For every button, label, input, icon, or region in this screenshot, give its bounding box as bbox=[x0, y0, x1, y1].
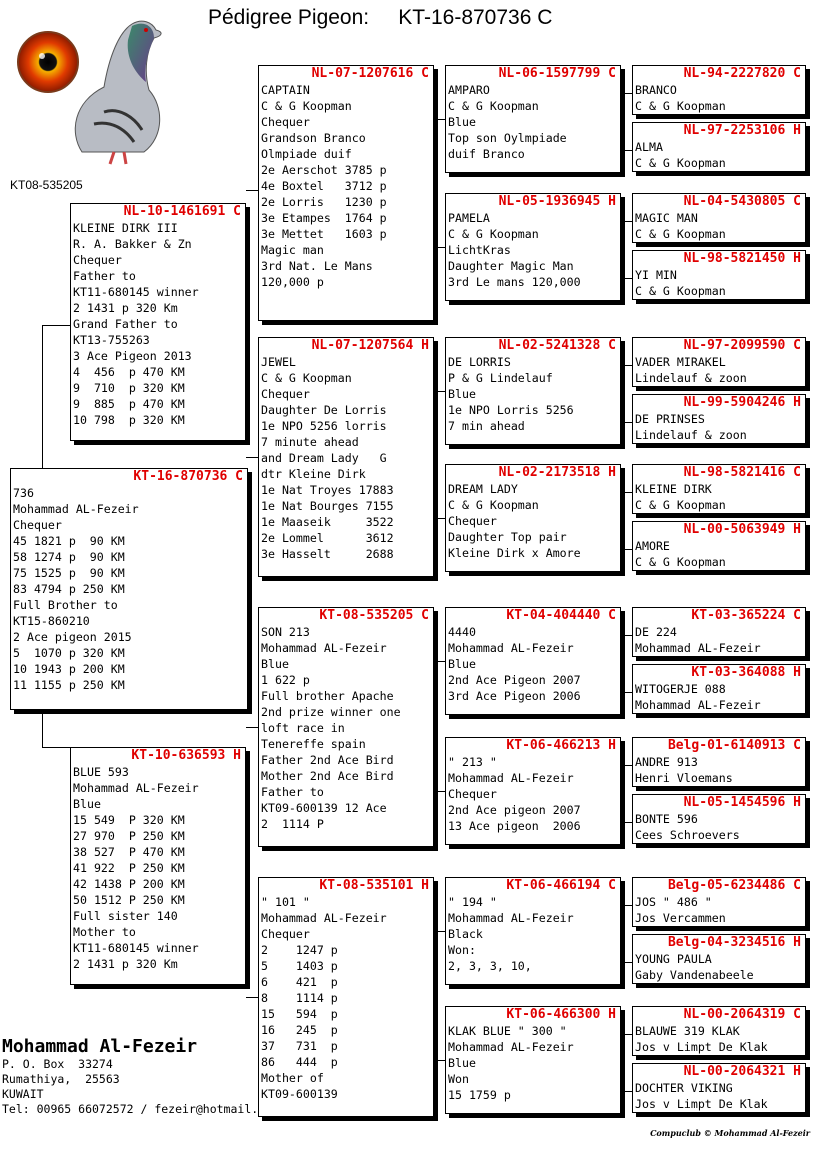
detail-line: Lindelauf & zoon bbox=[635, 428, 747, 442]
detail-line: Full Brother to bbox=[13, 598, 118, 612]
detail-line: Kleine Dirk x Amore bbox=[448, 546, 581, 560]
detail-line: 2 1247 p bbox=[261, 943, 338, 957]
ring-number: NL-04-5430805 C bbox=[683, 194, 801, 209]
pigeon-details bbox=[633, 681, 805, 713]
connector-line bbox=[621, 692, 632, 693]
connector-line bbox=[434, 931, 445, 932]
pigeon-details bbox=[633, 82, 805, 114]
detail-line: Chequer bbox=[261, 115, 310, 129]
pigeon-details bbox=[259, 624, 433, 832]
detail-line: Mother to bbox=[73, 925, 136, 939]
detail-line: PAMELA bbox=[448, 211, 490, 225]
detail-line: AMORE bbox=[635, 539, 670, 553]
ring-number: NL-00-2064321 H bbox=[683, 1064, 801, 1079]
pigeon-details bbox=[446, 1023, 620, 1103]
detail-line: DE 224 bbox=[635, 625, 677, 639]
detail-line: C & G Koopman bbox=[635, 498, 726, 512]
detail-line: 5 1070 p 320 KM bbox=[13, 646, 125, 660]
detail-line: 15 594 p bbox=[261, 1007, 338, 1021]
detail-line: Full sister 140 bbox=[73, 909, 178, 923]
detail-line: 10 1943 p 200 KM bbox=[13, 662, 125, 676]
detail-line: ALMA bbox=[635, 140, 663, 154]
ring-number: NL-00-2064319 C bbox=[683, 1007, 801, 1022]
connector-line bbox=[434, 518, 445, 519]
detail-line: Lindelauf & zoon bbox=[635, 371, 747, 385]
pedigree-card[interactable] bbox=[445, 193, 621, 301]
detail-line: JEWEL bbox=[261, 355, 296, 369]
detail-line: Full brother Apache bbox=[261, 689, 394, 703]
ring-number: Belg-05-6234486 C bbox=[667, 878, 801, 893]
detail-line: 86 444 p bbox=[261, 1055, 338, 1069]
ring-number: KT-06-466300 H bbox=[506, 1007, 616, 1022]
detail-line: Gaby Vandenabeele bbox=[635, 968, 754, 982]
detail-line: Blue bbox=[261, 657, 289, 671]
detail-line: C & G Koopman bbox=[635, 555, 726, 569]
detail-line: AMPARO bbox=[448, 83, 490, 97]
ring-number: Belg-04-3234516 H bbox=[667, 935, 801, 950]
detail-line: BLAUWE 319 KLAK bbox=[635, 1024, 740, 1038]
pedigree-card[interactable] bbox=[632, 394, 806, 444]
detail-line: KLEINE DIRK bbox=[635, 482, 712, 496]
connector-line bbox=[621, 822, 632, 823]
detail-line: Cees Schroevers bbox=[635, 828, 740, 842]
connector-line bbox=[621, 765, 632, 766]
detail-line: DOCHTER VIKING bbox=[635, 1081, 733, 1095]
pedigree-card[interactable] bbox=[632, 737, 806, 787]
detail-line: KT13-755263 bbox=[73, 333, 150, 347]
ring-number: NL-07-1207564 H bbox=[311, 338, 429, 353]
connector-line bbox=[434, 119, 445, 120]
detail-line: DREAM LADY bbox=[448, 482, 518, 496]
detail-line: 45 1821 p 90 KM bbox=[13, 534, 125, 548]
detail-line: 7 minute ahead bbox=[261, 435, 359, 449]
detail-line: Henri Vloemans bbox=[635, 771, 733, 785]
connector-line bbox=[246, 727, 258, 728]
detail-line: Mohammad AL-Fezeir bbox=[448, 771, 574, 785]
detail-line: Blue bbox=[448, 115, 476, 129]
detail-line: YI MIN bbox=[635, 268, 677, 282]
detail-line: 8 1114 p bbox=[261, 991, 338, 1005]
pedigree-card[interactable] bbox=[10, 468, 248, 710]
detail-line: 15 1759 p bbox=[448, 1088, 511, 1102]
detail-line: Blue bbox=[73, 797, 101, 811]
connector-line bbox=[621, 422, 632, 423]
pigeon-details bbox=[633, 951, 805, 983]
pigeon-details bbox=[633, 624, 805, 656]
detail-line: Mother of bbox=[261, 1071, 324, 1085]
ring-number: NL-98-5821450 H bbox=[683, 251, 801, 266]
detail-line: JOS " 486 " bbox=[635, 895, 712, 909]
detail-line: 3e Mettet 1603 p bbox=[261, 227, 387, 241]
detail-line: Jos v Limpt De Klak bbox=[635, 1040, 768, 1054]
pigeon-details bbox=[633, 267, 805, 299]
ring-number: KT-08-535101 H bbox=[319, 878, 429, 893]
ring-number: NL-94-2227820 C bbox=[683, 66, 801, 81]
detail-line: SON 213 bbox=[261, 625, 310, 639]
owner-line: Rumathiya, 25563 bbox=[2, 1072, 120, 1086]
detail-line: Blue bbox=[448, 387, 476, 401]
connector-line bbox=[621, 278, 632, 279]
detail-line: 9 710 p 320 KM bbox=[73, 381, 185, 395]
detail-line: 3 Ace Pigeon 2013 bbox=[73, 349, 192, 363]
ring-number: NL-10-1461691 C bbox=[123, 204, 241, 219]
pedigree-card[interactable] bbox=[258, 607, 434, 847]
detail-line: C & G Koopman bbox=[635, 156, 726, 170]
detail-line: Daughter Magic Man bbox=[448, 259, 574, 273]
pedigree-card[interactable] bbox=[632, 122, 806, 172]
detail-line: C & G Koopman bbox=[448, 99, 539, 113]
detail-line: Mohammad AL-Fezeir bbox=[635, 698, 761, 712]
connector-line bbox=[621, 549, 632, 550]
detail-line: " 101 " bbox=[261, 895, 310, 909]
detail-line: Chequer bbox=[13, 518, 62, 532]
connector-line bbox=[42, 710, 43, 747]
detail-line: 7 min ahead bbox=[448, 419, 525, 433]
detail-line: Chequer bbox=[448, 514, 497, 528]
detail-line: duif Branco bbox=[448, 147, 525, 161]
connector-line bbox=[42, 325, 43, 468]
pigeon-details bbox=[71, 220, 245, 428]
connector-line bbox=[434, 247, 445, 248]
pedigree-card[interactable] bbox=[632, 250, 806, 300]
pedigree-card[interactable] bbox=[258, 337, 434, 577]
detail-line: dtr Kleine Dirk bbox=[261, 467, 366, 481]
ring-number: KT-06-466213 H bbox=[506, 738, 616, 753]
detail-line: 4e Boxtel 3712 p bbox=[261, 179, 387, 193]
pedigree-card[interactable] bbox=[258, 877, 434, 1117]
detail-line: 3rd Le mans 120,000 bbox=[448, 275, 581, 289]
detail-line: 2e Lorris 1230 p bbox=[261, 195, 387, 209]
ring-number: NL-06-1597799 C bbox=[498, 66, 616, 81]
detail-line: Magic man bbox=[261, 243, 324, 257]
pedigree-card[interactable] bbox=[445, 607, 621, 715]
detail-line: 4440 bbox=[448, 625, 476, 639]
detail-line: Chequer bbox=[73, 253, 122, 267]
detail-line: ANDRE 913 bbox=[635, 755, 698, 769]
pigeon-details bbox=[633, 538, 805, 570]
pedigree-card[interactable] bbox=[632, 794, 806, 844]
detail-line: 3rd Nat. Le Mans bbox=[261, 259, 373, 273]
pedigree-card[interactable] bbox=[70, 747, 246, 985]
pedigree-card[interactable] bbox=[632, 1006, 806, 1056]
detail-line: and Dream Lady G bbox=[261, 451, 387, 465]
detail-line: C & G Koopman bbox=[635, 284, 726, 298]
logo-caption: KT08-535205 bbox=[10, 178, 83, 192]
ring-number: NL-97-2253106 H bbox=[683, 123, 801, 138]
detail-line: Daughter Top pair bbox=[448, 530, 567, 544]
ring-number: KT-03-365224 C bbox=[691, 608, 801, 623]
detail-line: 42 1438 P 200 KM bbox=[73, 877, 185, 891]
connector-line bbox=[246, 457, 258, 458]
pigeon-details bbox=[71, 764, 245, 972]
detail-line: 3e Hasselt 2688 bbox=[261, 547, 394, 561]
detail-line: 2e Aerschot 3785 p bbox=[261, 163, 387, 177]
connector-line bbox=[42, 325, 70, 326]
connector-line bbox=[434, 661, 445, 662]
ring-number: KT-08-535205 C bbox=[319, 608, 429, 623]
connector-line bbox=[621, 1091, 632, 1092]
detail-line: Mohammad AL-Fezeir bbox=[261, 641, 387, 655]
detail-line: 75 1525 p 90 KM bbox=[13, 566, 125, 580]
detail-line: Won: bbox=[448, 943, 476, 957]
detail-line: Father 2nd Ace Bird bbox=[261, 753, 394, 767]
detail-line: P & G Lindelauf bbox=[448, 371, 553, 385]
pedigree-card[interactable] bbox=[445, 877, 621, 985]
detail-line: 736 bbox=[13, 486, 34, 500]
detail-line: Blue bbox=[448, 657, 476, 671]
pigeon-details bbox=[446, 210, 620, 290]
detail-line: BRANCO bbox=[635, 83, 677, 97]
detail-line: KLEINE DIRK III bbox=[73, 221, 178, 235]
connector-line bbox=[621, 492, 632, 493]
pedigree-card[interactable] bbox=[445, 65, 621, 173]
detail-line: Jos Vercammen bbox=[635, 911, 726, 925]
pedigree-card[interactable] bbox=[632, 934, 806, 984]
detail-line: 2 1431 p 320 Km bbox=[73, 957, 178, 971]
detail-line: 41 922 P 250 KM bbox=[73, 861, 185, 875]
detail-line: Won bbox=[448, 1072, 469, 1086]
ring-number: NL-05-1936945 H bbox=[498, 194, 616, 209]
detail-line: 2nd Ace Pigeon 2007 bbox=[448, 673, 581, 687]
owner-line: KUWAIT bbox=[2, 1087, 44, 1101]
pigeon-details bbox=[259, 82, 433, 290]
detail-line: Father to bbox=[73, 269, 136, 283]
detail-line: KT09-600139 12 Ace bbox=[261, 801, 387, 815]
detail-line: " 213 " bbox=[448, 755, 497, 769]
ring-number: KT-03-364088 H bbox=[691, 665, 801, 680]
pedigree-card[interactable] bbox=[632, 664, 806, 714]
connector-line bbox=[434, 1060, 445, 1061]
connector-line bbox=[434, 791, 445, 792]
pedigree-card[interactable] bbox=[258, 65, 434, 321]
ring-number: NL-98-5821416 C bbox=[683, 465, 801, 480]
detail-line: 15 549 P 320 KM bbox=[73, 813, 185, 827]
pigeon-details bbox=[633, 139, 805, 171]
detail-line: Mohammad AL-Fezeir bbox=[73, 781, 199, 795]
ring-number: NL-02-5241328 C bbox=[498, 338, 616, 353]
detail-line: 3rd Ace Pigeon 2006 bbox=[448, 689, 581, 703]
detail-line: 2, 3, 3, 10, bbox=[448, 959, 532, 973]
detail-line: 37 731 p bbox=[261, 1039, 338, 1053]
detail-line: Chequer bbox=[261, 387, 310, 401]
detail-line: Olmpiade duif bbox=[261, 147, 352, 161]
connector-line bbox=[434, 391, 445, 392]
detail-line: 120,000 p bbox=[261, 275, 324, 289]
pedigree-card[interactable] bbox=[70, 203, 246, 441]
pigeon-details bbox=[633, 354, 805, 386]
pedigree-card[interactable] bbox=[632, 464, 806, 514]
detail-line: Mohammad AL-Fezeir bbox=[13, 502, 139, 516]
detail-line: loft race in bbox=[261, 721, 345, 735]
detail-line: Chequer bbox=[448, 787, 497, 801]
pedigree-card[interactable] bbox=[632, 337, 806, 387]
connector-line bbox=[42, 747, 70, 748]
detail-line: Black bbox=[448, 927, 483, 941]
ring-number: NL-05-1454596 H bbox=[683, 795, 801, 810]
ring-number: Belg-01-6140913 C bbox=[667, 738, 801, 753]
detail-line: C & G Koopman bbox=[448, 498, 539, 512]
detail-line: 2nd Ace pigeon 2007 bbox=[448, 803, 581, 817]
connector-line bbox=[621, 905, 632, 906]
connector-line bbox=[621, 962, 632, 963]
detail-line: Grand Father to bbox=[73, 317, 178, 331]
detail-line: 27 970 P 250 KM bbox=[73, 829, 185, 843]
detail-line: KT09-600139 bbox=[261, 1087, 338, 1101]
pedigree-card[interactable] bbox=[632, 877, 806, 927]
detail-line: 1e NPO 5256 lorris bbox=[261, 419, 387, 433]
detail-line: 9 885 p 470 KM bbox=[73, 397, 185, 411]
pedigree-card[interactable] bbox=[445, 337, 621, 445]
detail-line: BONTE 596 bbox=[635, 812, 698, 826]
detail-line: 5 1403 p bbox=[261, 959, 338, 973]
pigeon-details bbox=[633, 754, 805, 786]
pigeon-details bbox=[446, 82, 620, 162]
pigeon-details bbox=[633, 811, 805, 843]
detail-line: WITOGERJE 088 bbox=[635, 682, 726, 696]
pedigree-card[interactable] bbox=[445, 1006, 621, 1114]
pedigree-card[interactable] bbox=[445, 464, 621, 572]
connector-line bbox=[246, 997, 258, 998]
connector-line bbox=[246, 190, 258, 191]
detail-line: 58 1274 p 90 KM bbox=[13, 550, 125, 564]
detail-line: 2 Ace pigeon 2015 bbox=[13, 630, 132, 644]
ring-number: NL-99-5904246 H bbox=[683, 395, 801, 410]
owner-line[interactable]: Tel: 00965 66072572 / fezeir@hotmail. bbox=[2, 1102, 259, 1116]
ring-number: KT-04-404440 C bbox=[506, 608, 616, 623]
detail-line: C & G Koopman bbox=[261, 99, 352, 113]
detail-line: KLAK BLUE " 300 " bbox=[448, 1024, 567, 1038]
detail-line: KT11-680145 winner bbox=[73, 941, 199, 955]
ring-number: NL-07-1207616 C bbox=[311, 66, 429, 81]
detail-line: " 194 " bbox=[448, 895, 497, 909]
detail-line: C & G Koopman bbox=[448, 227, 539, 241]
detail-line: Grandson Branco bbox=[261, 131, 366, 145]
detail-line: 1e NPO Lorris 5256 bbox=[448, 403, 574, 417]
connector-line bbox=[621, 221, 632, 222]
detail-line: 10 798 p 320 KM bbox=[73, 413, 185, 427]
detail-line: 83 4794 p 250 KM bbox=[13, 582, 125, 596]
detail-line: Jos v Limpt De Klak bbox=[635, 1097, 768, 1111]
pigeon-eye-logo bbox=[14, 12, 174, 172]
detail-line: Daughter De Lorris bbox=[261, 403, 387, 417]
pedigree-card[interactable] bbox=[632, 521, 806, 571]
pigeon-details bbox=[446, 354, 620, 434]
detail-line: BLUE 593 bbox=[73, 765, 129, 779]
pigeon-details bbox=[446, 481, 620, 561]
detail-line: Tenereffe spain bbox=[261, 737, 366, 751]
pedigree-card[interactable] bbox=[632, 1063, 806, 1113]
detail-line: Chequer bbox=[261, 927, 310, 941]
detail-line: 1 622 p bbox=[261, 673, 310, 687]
pedigree-card[interactable] bbox=[632, 65, 806, 115]
pigeon-details bbox=[446, 754, 620, 834]
detail-line: KT11-680145 winner bbox=[73, 285, 199, 299]
detail-line: Mohammad AL-Fezeir bbox=[448, 911, 574, 925]
pedigree-card[interactable] bbox=[632, 193, 806, 243]
pigeon-details bbox=[633, 1023, 805, 1055]
detail-line: Mother 2nd Ace Bird bbox=[261, 769, 394, 783]
pigeon-details bbox=[633, 210, 805, 242]
detail-line: LichtKras bbox=[448, 243, 511, 257]
pigeon-details bbox=[259, 354, 433, 562]
pigeon-details bbox=[446, 894, 620, 974]
detail-line: R. A. Bakker & Zn bbox=[73, 237, 192, 251]
detail-line: 1e Maaseik 3522 bbox=[261, 515, 394, 529]
pigeon-details bbox=[633, 411, 805, 443]
ring-number: KT-06-466194 C bbox=[506, 878, 616, 893]
ring-number: NL-00-5063949 H bbox=[683, 522, 801, 537]
detail-line: Mohammad AL-Fezeir bbox=[261, 911, 387, 925]
detail-line: Blue bbox=[448, 1056, 476, 1070]
detail-line: 2e Lommel 3612 bbox=[261, 531, 394, 545]
detail-line: Father to bbox=[261, 785, 324, 799]
pigeon-details bbox=[446, 624, 620, 704]
connector-line bbox=[621, 1034, 632, 1035]
ring-number: NL-02-2173518 H bbox=[498, 465, 616, 480]
detail-line: 13 Ace pigeon 2006 bbox=[448, 819, 581, 833]
detail-line: C & G Koopman bbox=[261, 371, 352, 385]
connector-line bbox=[621, 365, 632, 366]
detail-line: C & G Koopman bbox=[635, 227, 726, 241]
connector-line bbox=[621, 635, 632, 636]
pigeon-details bbox=[633, 1080, 805, 1112]
detail-line: MAGIC MAN bbox=[635, 211, 698, 225]
detail-line: 38 527 P 470 KM bbox=[73, 845, 185, 859]
page-title: Pédigree Pigeon: KT-16-870736 C bbox=[208, 6, 553, 29]
detail-line: DE PRINSES bbox=[635, 412, 705, 426]
detail-line: CAPTAIN bbox=[261, 83, 310, 97]
detail-line: DE LORRIS bbox=[448, 355, 511, 369]
detail-line: Mohammad AL-Fezeir bbox=[635, 641, 761, 655]
detail-line: VADER MIRAKEL bbox=[635, 355, 726, 369]
owner-info bbox=[2, 1036, 258, 1117]
detail-line: 2 1114 P bbox=[261, 817, 324, 831]
detail-line: 1e Nat Troyes 17883 bbox=[261, 483, 394, 497]
footer-credit: Compuclub © Mohammad Al-Fezeir bbox=[650, 1128, 810, 1138]
detail-line: 3e Etampes 1764 p bbox=[261, 211, 387, 225]
detail-line: C & G Koopman bbox=[635, 99, 726, 113]
ring-number: KT-10-636593 H bbox=[131, 748, 241, 763]
detail-line: 2nd prize winner one bbox=[261, 705, 401, 719]
detail-line: 6 421 p bbox=[261, 975, 338, 989]
detail-line: 16 245 p bbox=[261, 1023, 338, 1037]
connector-line bbox=[621, 150, 632, 151]
ring-number: KT-16-870736 C bbox=[133, 469, 243, 484]
detail-line: KT15-860210 bbox=[13, 614, 90, 628]
detail-line: 2 1431 p 320 Km bbox=[73, 301, 178, 315]
connector-line bbox=[621, 93, 632, 94]
detail-line: YOUNG PAULA bbox=[635, 952, 712, 966]
pedigree-card[interactable] bbox=[632, 607, 806, 657]
detail-line: Mohammad AL-Fezeir bbox=[448, 1040, 574, 1054]
pedigree-card[interactable] bbox=[445, 737, 621, 845]
detail-line: 4 456 p 470 KM bbox=[73, 365, 185, 379]
pigeon-details bbox=[11, 485, 247, 693]
pigeon-details bbox=[633, 894, 805, 926]
pigeon-details bbox=[259, 894, 433, 1102]
owner-name: Mohammad Al-Fezeir bbox=[2, 1036, 198, 1057]
detail-line: 11 1155 p 250 KM bbox=[13, 678, 125, 692]
detail-line: 50 1512 P 250 KM bbox=[73, 893, 185, 907]
detail-line: 1e Nat Bourges 7155 bbox=[261, 499, 394, 513]
detail-line: Mohammad AL-Fezeir bbox=[448, 641, 574, 655]
owner-line: P. O. Box 33274 bbox=[2, 1057, 113, 1071]
ring-number: NL-97-2099590 C bbox=[683, 338, 801, 353]
detail-line: Top son Oylmpiade bbox=[448, 131, 567, 145]
pigeon-details bbox=[633, 481, 805, 513]
